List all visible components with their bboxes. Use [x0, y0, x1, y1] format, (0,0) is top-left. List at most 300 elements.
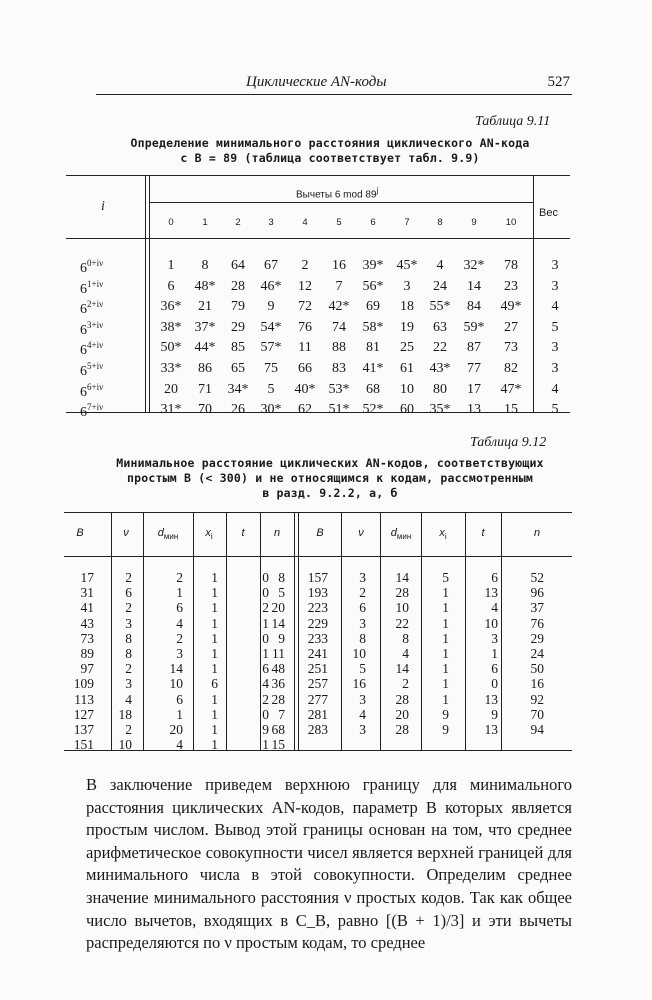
- column-header: [109, 527, 143, 539]
- table-cell: 43: [80, 615, 94, 631]
- residue-column-header: 2: [235, 217, 241, 228]
- row-exponent: 6+iν: [87, 381, 104, 392]
- table-cell: 2: [176, 570, 183, 585]
- table-cell: 48: [271, 661, 285, 677]
- table-cell: 1: [211, 706, 218, 722]
- residue-column-header: 3: [268, 217, 274, 228]
- table-cell: 8: [402, 630, 409, 646]
- table-9-12-caption: [70, 456, 590, 501]
- residue-cell: 60: [400, 402, 414, 418]
- table-cell: 1: [442, 661, 449, 677]
- residue-cell: 53*: [328, 381, 350, 397]
- table-cell: 22: [395, 615, 409, 631]
- table-cell: 6: [491, 570, 498, 585]
- residue-cell: 74: [332, 319, 346, 335]
- residue-cell: 10: [400, 381, 414, 397]
- column-header: [520, 527, 554, 539]
- table-cell: 2: [125, 570, 132, 585]
- weight-cell: 3: [551, 278, 559, 294]
- table-cell: 1: [262, 615, 269, 631]
- table-cell: 3: [125, 676, 132, 692]
- column-header-main: n: [273, 527, 281, 539]
- page-number: 527: [547, 74, 570, 90]
- column-header: [466, 527, 500, 539]
- table-cell: 151: [73, 737, 94, 753]
- residues-header-text: Вычеты 6 mod 89: [296, 189, 377, 201]
- table-cell: 28: [271, 691, 285, 707]
- table-cell: 2: [176, 630, 183, 646]
- table-cell: 157: [307, 570, 328, 585]
- residue-cell: 86: [198, 361, 212, 376]
- residue-cell: 8: [201, 258, 209, 273]
- residue-cell: 49*: [500, 299, 522, 315]
- residue-cell: 32*: [463, 258, 485, 273]
- table-cell: 3: [359, 691, 366, 707]
- table-9-12: [64, 512, 572, 751]
- table-cell: 1: [211, 630, 218, 646]
- table-cell: 6: [176, 600, 183, 616]
- table-cell: 1: [211, 600, 218, 616]
- residue-cell: 79: [231, 299, 245, 315]
- caption-line: простым B (< 300) и не относящимся к кодам, рассмотренным: [126, 471, 534, 485]
- residue-column-header: 8: [437, 217, 443, 228]
- table-cell: 14: [395, 661, 409, 677]
- residue-cell: 45*: [396, 258, 418, 273]
- table-cell: 193: [307, 585, 328, 601]
- residue-cell: 42*: [328, 299, 350, 315]
- table-cell: 1: [211, 691, 218, 707]
- table-cell: 70: [530, 706, 544, 722]
- residue-cell: 23: [504, 278, 518, 294]
- table-cell: 251: [307, 661, 328, 677]
- table-cell: 1: [442, 676, 449, 692]
- residue-cell: 73: [504, 340, 518, 356]
- data-column: [294, 570, 328, 737]
- table-cell: 3: [359, 721, 366, 737]
- residue-cell: 9: [267, 299, 275, 315]
- residue-cell: 35*: [429, 402, 451, 418]
- row-exponent: 2+iν: [87, 299, 104, 310]
- table-cell: 10: [395, 600, 409, 616]
- table-9-11: [66, 175, 570, 421]
- table-cell: 20: [169, 721, 183, 737]
- weight-cell: 5: [551, 402, 559, 418]
- table-cell: 233: [307, 630, 328, 646]
- residue-cell: 83: [332, 361, 346, 376]
- residue-cell: 27: [504, 319, 518, 335]
- row-base: 6: [80, 261, 87, 276]
- running-header: [96, 74, 572, 95]
- table-cell: 1: [211, 661, 218, 677]
- residue-column-header: 5: [336, 217, 342, 228]
- residue-cell: 18: [400, 299, 414, 315]
- column-header-main: d: [157, 527, 164, 539]
- residue-cell: 19: [400, 319, 414, 335]
- caption-line: Минимальное расстояние циклических AN-кодов, соответствующих: [116, 456, 544, 470]
- table-cell: 36: [271, 676, 285, 692]
- residue-cell: 61: [400, 361, 414, 376]
- weight-header: Вес: [539, 207, 558, 219]
- table-cell: 10: [484, 615, 498, 631]
- residue-cell: 57*: [260, 340, 282, 356]
- residue-cell: 41*: [362, 361, 384, 376]
- table-cell: 6: [176, 691, 183, 707]
- weight-cell: 5: [551, 319, 559, 335]
- residue-cell: 62: [298, 402, 312, 418]
- table-cell: 1: [262, 645, 269, 661]
- residue-cell: 71: [198, 381, 212, 397]
- table-cell: 94: [530, 721, 544, 737]
- table-cell: 4: [176, 615, 183, 631]
- residue-cell: 50*: [160, 340, 182, 356]
- column-header-main: n: [533, 527, 541, 539]
- caption-line: с B = 89 (таблица соответствует табл. 9.9): [180, 151, 480, 165]
- residue-cell: 55*: [429, 299, 451, 315]
- table-cell: 2: [125, 721, 132, 737]
- table-cell: 1: [211, 737, 218, 753]
- residue-column-header: 6: [370, 217, 376, 228]
- weight-cell: 4: [551, 299, 559, 315]
- residue-cell: 63: [433, 319, 447, 335]
- table-cell: 9: [278, 630, 285, 646]
- table-cell: 0: [491, 676, 498, 692]
- row-base: 6: [80, 364, 87, 379]
- table-cell: 13: [484, 585, 498, 601]
- table-cell: 16: [352, 676, 366, 692]
- table-cell: 10: [352, 645, 366, 661]
- table-cell: 1: [442, 600, 449, 616]
- residue-cell: 54*: [260, 319, 282, 335]
- table-cell: 7: [278, 706, 285, 722]
- residue-cell: 44*: [194, 340, 216, 356]
- residue-cell: 64: [231, 258, 245, 273]
- table-cell: 28: [395, 585, 409, 601]
- table-9-11-caption: [70, 136, 590, 166]
- table-cell: 37: [530, 600, 544, 616]
- table-cell: 50: [530, 661, 544, 677]
- column-header: [384, 527, 418, 541]
- residue-cell: 1: [167, 258, 175, 273]
- column-header: [260, 527, 294, 539]
- residue-cell: 33*: [160, 361, 182, 376]
- residue-cell: 75: [264, 361, 278, 376]
- table-cell: 229: [307, 615, 328, 631]
- table-cell: 1: [211, 570, 218, 585]
- table-cell: 3: [125, 615, 132, 631]
- column-header: [192, 527, 226, 541]
- table-cell: 14: [395, 570, 409, 585]
- row-label: [80, 402, 140, 421]
- table-9-11-label: Таблица 9.11: [475, 114, 551, 129]
- residue-cell: 72: [298, 299, 312, 315]
- table-cell: 0: [262, 706, 269, 722]
- residue-cell: 87: [467, 340, 481, 356]
- weight-cell: 3: [551, 340, 559, 356]
- table-cell: 1: [442, 630, 449, 646]
- table-cell: 6: [491, 661, 498, 677]
- residue-cell: 29: [231, 319, 245, 335]
- data-column: [98, 570, 132, 752]
- residue-cell: 82: [504, 361, 518, 376]
- residue-cell: 31*: [160, 402, 182, 418]
- table-cell: 8: [359, 630, 366, 646]
- table-cell: 4: [262, 676, 269, 692]
- body-paragraph: [86, 774, 572, 955]
- residue-cell: 66: [298, 361, 312, 376]
- table-cell: 73: [80, 630, 94, 646]
- data-column: [332, 570, 366, 737]
- table-cell: 14: [169, 661, 183, 677]
- residue-cell: 34*: [227, 381, 249, 397]
- column-header: [151, 527, 185, 541]
- table-cell: 1: [176, 585, 183, 601]
- table-cell: 96: [530, 585, 544, 601]
- row-exponent: 1+iν: [87, 278, 104, 289]
- row-exponent: 7+iν: [87, 402, 104, 413]
- column-header-main: ν: [123, 527, 129, 539]
- table-cell: 113: [74, 691, 94, 707]
- table-cell: 1: [211, 645, 218, 661]
- table-cell: 28: [395, 691, 409, 707]
- table-cell: 89: [80, 645, 94, 661]
- column-header-main: t: [241, 527, 245, 539]
- table-cell: 1: [442, 691, 449, 707]
- residue-cell: 5: [267, 381, 275, 397]
- row-label: [80, 320, 140, 339]
- caption-line: Определение минимального расстояния циклического AN-кода: [130, 136, 530, 150]
- table-cell: 10: [118, 737, 132, 753]
- table-cell: 4: [402, 645, 409, 661]
- data-column: [415, 570, 449, 737]
- residue-cell: 51*: [328, 402, 350, 418]
- residue-cell: 78: [504, 258, 518, 273]
- table-cell: 0: [262, 630, 269, 646]
- residue-cell: 38*: [160, 319, 182, 335]
- table-cell: 6: [211, 676, 218, 692]
- row-label: [80, 361, 140, 380]
- table-cell: 4: [125, 691, 132, 707]
- residue-cell: 25: [400, 340, 414, 356]
- table-cell: 109: [73, 676, 94, 692]
- column-header-sub: i: [210, 532, 213, 542]
- residue-cell: 46*: [260, 278, 282, 294]
- residue-cell: 76: [298, 319, 312, 335]
- column-header-main: x: [205, 527, 211, 539]
- residue-cell: 6: [167, 278, 175, 294]
- table-cell: 8: [125, 630, 132, 646]
- table-cell: 283: [307, 721, 328, 737]
- table-cell: 3: [491, 630, 498, 646]
- residue-cell: 69: [366, 299, 380, 315]
- row-label: [80, 382, 140, 401]
- table-cell: 1: [442, 585, 449, 601]
- residues-header: [296, 186, 378, 200]
- residue-cell: 3: [403, 278, 411, 294]
- table-cell: 3: [176, 645, 183, 661]
- row-label: [80, 279, 140, 298]
- residue-cell: 15: [504, 402, 518, 418]
- data-column: [60, 570, 94, 752]
- column-i-header: i: [101, 199, 105, 214]
- residue-column-header: 7: [404, 217, 410, 228]
- table-cell: 223: [307, 600, 328, 616]
- table-cell: 5: [359, 661, 366, 677]
- residue-cell: 13: [467, 402, 481, 418]
- table-cell: 4: [176, 737, 183, 753]
- residue-cell: 14: [467, 278, 481, 294]
- residue-cell: 84: [467, 299, 481, 315]
- table-cell: 2: [125, 600, 132, 616]
- residue-cell: 28: [231, 278, 245, 294]
- table-cell: 20: [395, 706, 409, 722]
- residue-cell: 59*: [463, 319, 485, 335]
- table-cell: 20: [271, 600, 285, 616]
- data-column: [464, 570, 498, 737]
- column-header: [303, 527, 337, 539]
- table-cell: 127: [73, 706, 94, 722]
- table-cell: 3: [359, 615, 366, 631]
- residue-cell: 85: [231, 340, 245, 356]
- residue-cell: 16: [332, 258, 346, 273]
- table-cell: 9: [262, 721, 269, 737]
- table-cell: 13: [484, 721, 498, 737]
- table-cell: 14: [271, 615, 285, 631]
- column-header-main: B: [316, 527, 324, 539]
- row-base: 6: [80, 322, 87, 338]
- column-header-main: d: [390, 527, 397, 539]
- table-cell: 1: [211, 615, 218, 631]
- row-exponent: 5+iν: [87, 361, 104, 371]
- paragraph-text: В заключение приведем верхнюю границу для минимального расстояния циклических AN-кодов, параметр B которых является простым числом. Вывод этой границы основан на том, что среднее арифметическое совокупности чисел является верхней границей для минимального числа в этой совокупности. Определим среднее значение минимального расстояния ν простых кодов. Так как общее число вычетов, входящих в C_B, равно [(B + 1)/3] и эти вычеты распределяются по ν простым кодам, то среднее: [86, 775, 572, 953]
- column-header-main: ν: [358, 527, 364, 539]
- residue-cell: 77: [467, 361, 481, 376]
- table-cell: 281: [307, 706, 328, 722]
- table-cell: 0: [262, 570, 269, 585]
- column-header-main: t: [481, 527, 485, 539]
- row-base: 6: [80, 302, 87, 318]
- column-header-sub: мин: [396, 532, 412, 542]
- caption-line: в разд. 9.2.2, а, б: [262, 486, 398, 500]
- data-column: [184, 570, 218, 752]
- table-cell: 9: [491, 706, 498, 722]
- table-cell: 2: [402, 676, 409, 692]
- table-cell: 4: [491, 600, 498, 616]
- table-cell: 16: [530, 676, 544, 692]
- residue-cell: 26: [231, 402, 245, 418]
- row-label: [80, 299, 140, 318]
- table-cell: 18: [118, 706, 132, 722]
- table-cell: 17: [80, 570, 94, 585]
- residues-exponent: j: [376, 186, 379, 195]
- residue-cell: 24: [433, 278, 447, 294]
- weight-cell: 3: [551, 361, 559, 376]
- residue-cell: 65: [231, 361, 245, 376]
- table-9-12-label: Таблица 9.12: [470, 435, 547, 450]
- running-title: Циклические AN-коды: [246, 74, 387, 90]
- residue-cell: 40*: [294, 381, 316, 397]
- table-cell: 241: [307, 645, 328, 661]
- residue-cell: 52*: [362, 402, 384, 418]
- residue-column-header: 10: [505, 217, 517, 228]
- residue-cell: 68: [366, 381, 380, 397]
- table-cell: 9: [442, 721, 449, 737]
- column-header-sub: i: [444, 532, 447, 542]
- residue-column-header: 9: [471, 217, 477, 228]
- residue-cell: 58*: [362, 319, 384, 335]
- table-cell: 24: [530, 645, 544, 661]
- row-base: 6: [80, 343, 87, 359]
- column-header: [226, 527, 260, 539]
- row-base: 6: [80, 405, 87, 421]
- row-exponent: 4+iν: [87, 340, 104, 351]
- table-cell: 76: [530, 615, 544, 631]
- table-cell: 29: [530, 630, 544, 646]
- table-cell: 68: [271, 721, 285, 737]
- table-cell: 277: [307, 691, 328, 707]
- residue-cell: 80: [433, 381, 447, 397]
- weight-cell: 4: [551, 381, 559, 397]
- row-exponent: 0+iν: [87, 258, 104, 268]
- weight-cell: 3: [551, 258, 559, 273]
- table-cell: 1: [442, 645, 449, 661]
- residue-column-header: 1: [202, 217, 208, 228]
- table-cell: 8: [278, 570, 285, 585]
- row-base: 6: [80, 384, 87, 400]
- row-base: 6: [80, 281, 87, 297]
- table-cell: 2: [125, 661, 132, 677]
- table-cell: 97: [80, 661, 94, 677]
- table-cell: 31: [80, 585, 94, 601]
- residue-cell: 22: [433, 340, 447, 356]
- table-cell: 1: [211, 585, 218, 601]
- table-cell: 1: [491, 645, 498, 661]
- table-cell: 6: [359, 600, 366, 616]
- table-cell: 41: [80, 600, 94, 616]
- residue-cell: 56*: [362, 278, 384, 294]
- table-cell: 0: [262, 585, 269, 601]
- table-cell: 3: [359, 570, 366, 585]
- residue-cell: 37*: [194, 319, 216, 335]
- table-cell: 52: [530, 570, 544, 585]
- table-cell: 28: [395, 721, 409, 737]
- column-header: [426, 527, 460, 541]
- table-cell: 11: [272, 645, 285, 661]
- residue-column-header: 0: [168, 217, 174, 228]
- residue-cell: 47*: [500, 381, 522, 397]
- residue-cell: 21: [198, 299, 212, 315]
- table-cell: 8: [125, 645, 132, 661]
- residue-cell: 4: [436, 258, 444, 273]
- data-column: [375, 570, 409, 737]
- table-cell: 13: [484, 691, 498, 707]
- column-header-sub: мин: [163, 532, 179, 542]
- column-header-main: B: [76, 527, 84, 539]
- residue-cell: 2: [301, 258, 309, 273]
- residue-cell: 7: [335, 278, 343, 294]
- table-cell: 257: [307, 676, 328, 692]
- residue-cell: 11: [298, 340, 312, 356]
- data-column: [510, 570, 544, 737]
- residue-cell: 88: [332, 340, 346, 356]
- residue-cell: 43*: [429, 361, 451, 376]
- data-column: [251, 570, 285, 752]
- table-cell: 92: [530, 691, 544, 707]
- table-cell: 1: [262, 737, 269, 753]
- table-cell: 2: [262, 600, 269, 616]
- table-cell: 6: [125, 585, 132, 601]
- residue-cell: 12: [298, 278, 312, 294]
- table-cell: 1: [211, 721, 218, 737]
